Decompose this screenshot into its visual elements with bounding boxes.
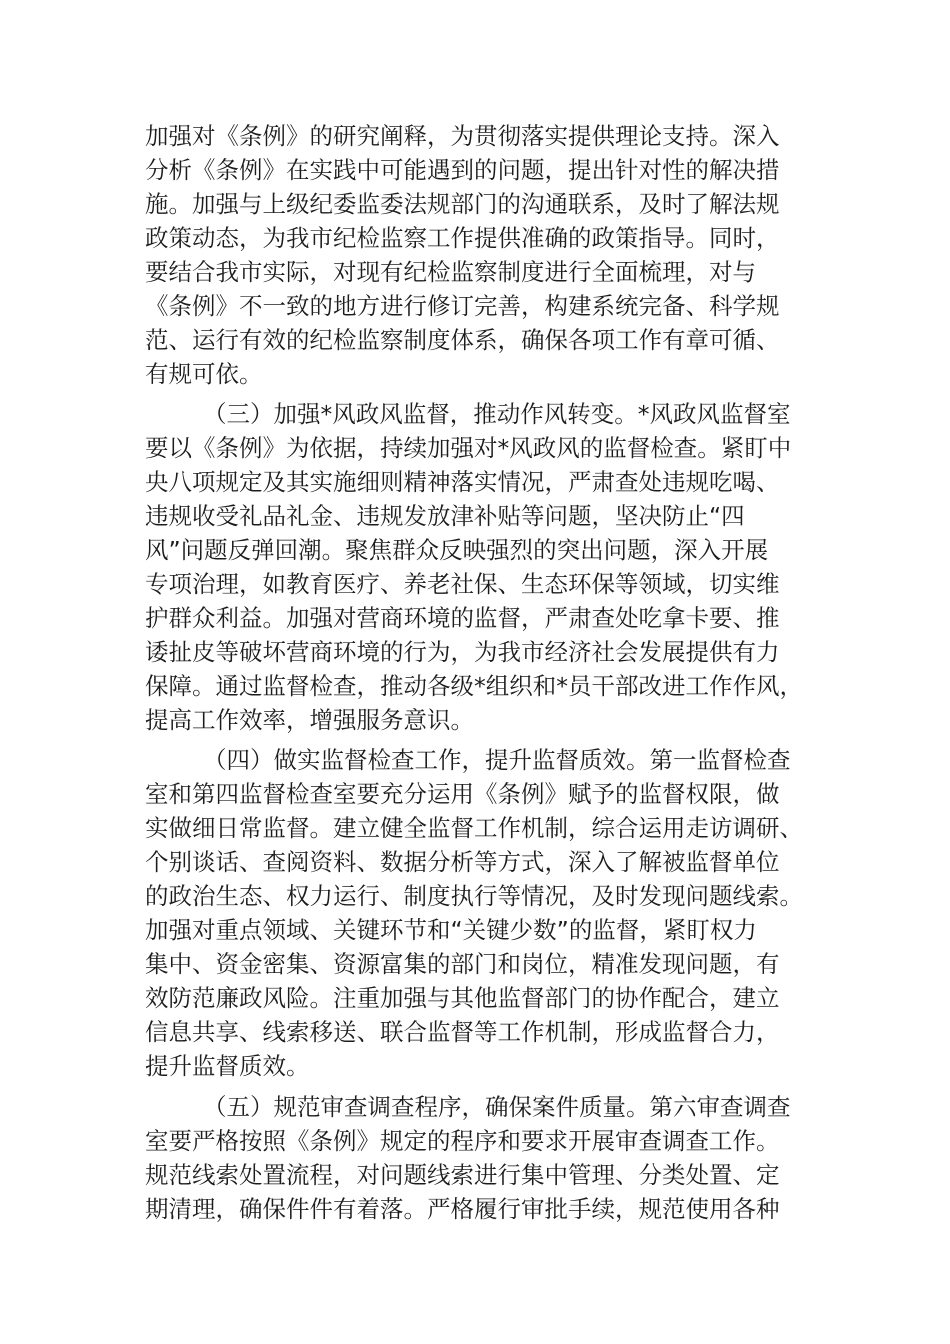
text-line-21: 实做细日常监督。建立健全监督工作机制，综合运用走访调研、 bbox=[145, 814, 803, 842]
text-line-12: 违规收受礼品礼金、违规发放津补贴等问题，坚决防止“四 bbox=[145, 502, 745, 530]
text-line-26: 效防范廉政风险。注重加强与其他监督部门的协作配合，建立 bbox=[145, 984, 780, 1012]
text-line-23: 的政治生态、权力运行、制度执行等情况，及时发现问题线索。 bbox=[145, 882, 803, 910]
text-line-6: 《条例》不一致的地方进行修订完善，构建系统完备、科学规 bbox=[145, 292, 780, 320]
text-line-13: 风”问题反弹回潮。聚焦群众反映强烈的突出问题，深入开展 bbox=[145, 536, 769, 564]
section-heading-5: （五）规范审查调查程序，确保案件质量。第六审查调查 bbox=[203, 1093, 791, 1121]
text-line-10: 要以《条例》为依据，持续加强对*风政风的监督检查。紧盯中 bbox=[145, 434, 792, 462]
text-line-14: 专项治理，如教育医疗、养老社保、生态环保等领域，切实维 bbox=[145, 570, 780, 598]
text-line-11: 央八项规定及其实施细则精神落实情况，严肃查处违规吃喝、 bbox=[145, 468, 780, 496]
text-line-5: 要结合我市实际，对现有纪检监察制度进行全面梳理，对与 bbox=[145, 258, 756, 286]
text-line-18: 提高工作效率，增强服务意识。 bbox=[145, 706, 474, 734]
section-heading-4: （四）做实监督检查工作，提升监督质效。第一监督检查 bbox=[203, 746, 791, 774]
text-line-4: 政策动态，为我市纪检监察工作提供准确的政策指导。同时， bbox=[145, 224, 780, 252]
section-heading-3: （三）加强*风政风监督，推动作风转变。*风政风监督室 bbox=[203, 400, 791, 428]
text-line-2: 分析《条例》在实践中可能遇到的问题，提出针对性的解决措 bbox=[145, 156, 780, 184]
text-line-17: 保障。通过监督检查，推动各级*组织和*员干部改进工作作风， bbox=[145, 672, 803, 700]
text-line-31: 规范线索处置流程，对问题线索进行集中管理、分类处置、定 bbox=[145, 1161, 780, 1189]
text-line-22: 个别谈话、查阅资料、数据分析等方式，深入了解被监督单位 bbox=[145, 848, 780, 876]
text-line-20: 室和第四监督检查室要充分运用《条例》赋予的监督权限，做 bbox=[145, 780, 780, 808]
text-line-3: 施。加强与上级纪委监委法规部门的沟通联系，及时了解法规 bbox=[145, 190, 780, 218]
text-line-32: 期清理，确保件件有着落。严格履行审批手续，规范使用各种 bbox=[145, 1195, 780, 1223]
text-line-28: 提升监督质效。 bbox=[145, 1052, 310, 1080]
text-line-25: 集中、资金密集、资源富集的部门和岗位，精准发现问题，有 bbox=[145, 950, 780, 978]
text-line-16: 诿扯皮等破坏营商环境的行为，为我市经济社会发展提供有力 bbox=[145, 638, 780, 666]
text-line-27: 信息共享、线索移送、联合监督等工作机制，形成监督合力， bbox=[145, 1018, 780, 1046]
text-line-1: 加强对《条例》的研究阐释，为贯彻落实提供理论支持。深入 bbox=[145, 122, 780, 150]
text-line-15: 护群众利益。加强对营商环境的监督，严肃查处吃拿卡要、推 bbox=[145, 604, 780, 632]
text-line-7: 范、运行有效的纪检监察制度体系，确保各项工作有章可循、 bbox=[145, 326, 780, 354]
text-line-8: 有规可依。 bbox=[145, 360, 263, 388]
text-line-24: 加强对重点领域、关键环节和“关键少数”的监督，紧盯权力 bbox=[145, 916, 757, 944]
text-line-30: 室要严格按照《条例》规定的程序和要求开展审查调查工作。 bbox=[145, 1127, 780, 1155]
